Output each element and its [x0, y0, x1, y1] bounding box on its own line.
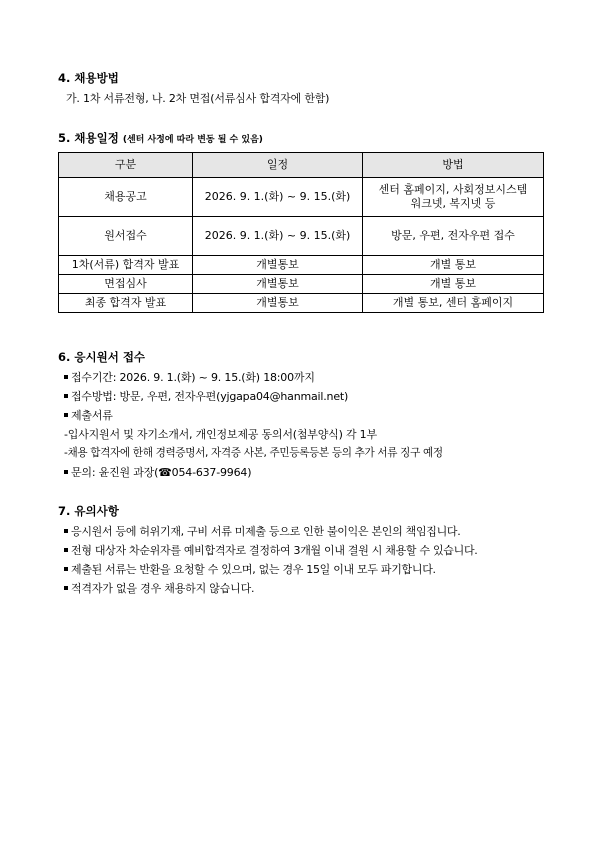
notice-item-text: 제출된 서류는 반환을 요청할 수 있으며, 없는 경우 15일 이내 모두 파기합니다.	[71, 563, 436, 576]
notice-item-text: 적격자가 없을 경우 채용하지 않습니다.	[71, 582, 255, 595]
schedule-table	[58, 152, 544, 313]
cell-schedule: 개별통보	[193, 275, 363, 294]
bullet-icon	[64, 586, 68, 590]
bullet-icon	[64, 394, 68, 398]
cell-schedule: 2026. 9. 1.(화) ~ 9. 15.(화)	[193, 178, 363, 217]
section-5-title	[58, 130, 263, 146]
table-row	[59, 275, 544, 294]
table-row	[59, 217, 544, 256]
cell-method: 개별 통보	[363, 256, 544, 275]
required-documents-item-2: -채용 합격자에 한해 경력증명서, 자격증 사본, 주민등록등본 등의 추가 서류 징구 예정	[64, 447, 443, 459]
cell-method: 개별 통보	[363, 275, 544, 294]
cell-schedule: 개별통보	[193, 294, 363, 313]
header-method: 방법	[363, 153, 544, 178]
header-category: 구분	[59, 153, 193, 178]
notice-item-text: 전형 대상자 차순위자를 예비합격자로 결정하여 3개월 이내 결원 시 채용할 수 있습니다.	[71, 544, 478, 557]
notice-item	[64, 542, 477, 558]
bullet-icon	[64, 375, 68, 379]
header-schedule: 일정	[193, 153, 363, 178]
section-5-title-text: 5. 채용일정	[58, 131, 119, 145]
cell-schedule: 개별통보	[193, 256, 363, 275]
application-method	[64, 388, 348, 404]
cell-category: 채용공고	[59, 178, 193, 217]
application-method-text: 접수방법: 방문, 우편, 전자우편(yjgapa04@hanmail.net)	[71, 390, 349, 403]
cell-category: 최종 합격자 발표	[59, 294, 193, 313]
bullet-icon	[64, 470, 68, 474]
cell-schedule: 2026. 9. 1.(화) ~ 9. 15.(화)	[193, 217, 363, 256]
section-4-body: 가. 1차 서류전형, 나. 2차 면접(서류심사 합격자에 한함)	[66, 92, 330, 105]
required-documents-item-1: -입사지원서 및 자기소개서, 개인정보제공 동의서(첨부양식) 각 1부	[64, 428, 377, 441]
notice-item	[64, 561, 436, 577]
section-6-title: 6. 응시원서 접수	[58, 350, 146, 364]
cell-category: 1차(서류) 합격자 발표	[59, 256, 193, 275]
notice-item-text: 응시원서 등에 허위기재, 구비 서류 미제출 등으로 인한 불이익은 본인의 책임집니다.	[71, 525, 461, 538]
cell-category: 원서접수	[59, 217, 193, 256]
table-header-row	[59, 153, 544, 178]
required-documents	[64, 407, 113, 423]
cell-method	[363, 178, 544, 217]
bullet-icon	[64, 567, 68, 571]
notice-item	[64, 523, 460, 539]
cell-category: 면접심사	[59, 275, 193, 294]
table-row	[59, 294, 544, 313]
table-row	[59, 178, 544, 217]
cell-method-line-2: 워크넷, 복지넷 등	[410, 197, 496, 210]
application-period-text: 접수기간: 2026. 9. 1.(화) ~ 9. 15.(화) 18:00까지	[71, 371, 315, 384]
section-5-note: (센터 사정에 따라 변동 될 수 있음)	[122, 135, 263, 145]
required-documents-title: 제출서류	[71, 409, 113, 422]
section-4-title: 4. 채용방법	[58, 71, 119, 85]
contact-info-text: 문의: 윤진원 과장(☎054-637-9964)	[71, 466, 252, 479]
cell-method-line-1: 센터 홈페이지, 사회정보시스템	[378, 183, 528, 196]
cell-method: 방문, 우편, 전자우편 접수	[363, 217, 544, 256]
table-row	[59, 256, 544, 275]
bullet-icon	[64, 413, 68, 417]
bullet-icon	[64, 548, 68, 552]
notice-item	[64, 580, 254, 596]
bullet-icon	[64, 529, 68, 533]
section-7-title: 7. 유의사항	[58, 504, 119, 518]
application-period	[64, 369, 315, 385]
cell-method: 개별 통보, 센터 홈페이지	[363, 294, 544, 313]
contact-info	[64, 464, 251, 480]
